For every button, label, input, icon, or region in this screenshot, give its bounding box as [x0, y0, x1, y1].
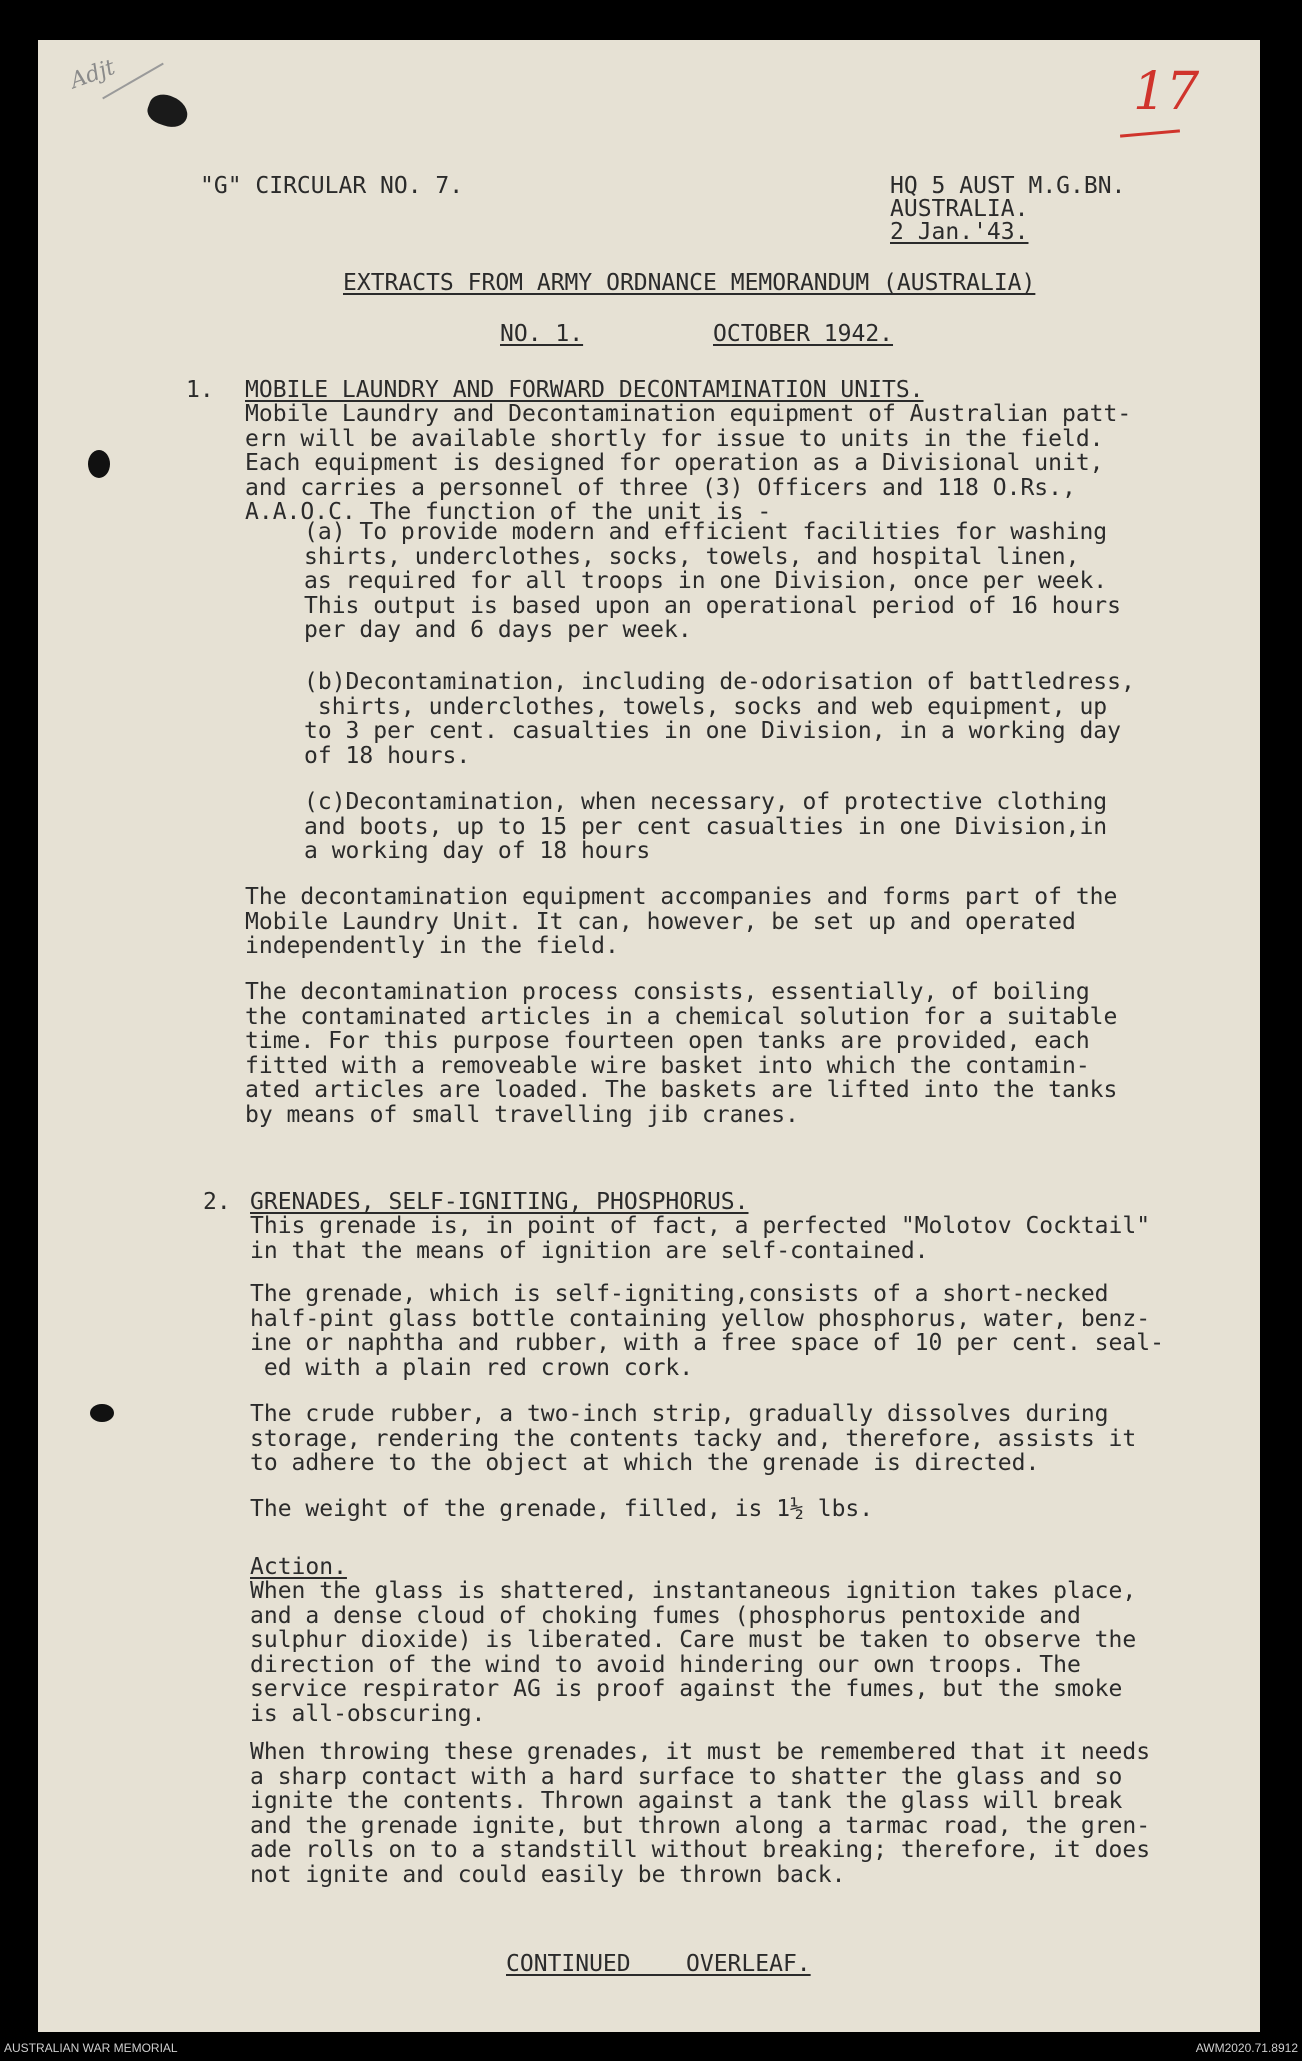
country: AUSTRALIA.	[890, 196, 1029, 222]
memo-number: NO. 1.	[500, 321, 584, 347]
footer-accession: AWM2020.71.8912	[1195, 2041, 1298, 2055]
ink-blot	[144, 90, 192, 132]
paragraph: When throwing these grenades, it must be remembered that it needs a sharp contact with a hard surface to shatter the glass and so ignite the contents. Thrown against a tank the glass will break and the grenade ignite, but thrown along a tarmac road, the gren- ade rolls on to a standstill without breaking; therefore, it does not ignite and could easily be thrown back.	[250, 1739, 1151, 1888]
punch-hole	[88, 450, 110, 478]
paragraph: Mobile Laundry and Decontamination equipment of Australian patt- ern will be available shortly for issue to units in the field. Each equipment is designed for operation as a Divisional unit, and carries a personnel of three (3) Officers and 118 O.Rs., A.A.O.C. The function of the unit is -	[245, 401, 1132, 525]
list-item-b: (b)Decontamination, including de-odorisation of battledress, shirts, underclothes, towels, socks and web equipment, up to 3 per cent. casualties in one Division, in a working day of 18 hours.	[304, 669, 1135, 769]
paragraph: This grenade is, in point of fact, a perfected "Molotov Cocktail" in that the means of ignition are self-contained.	[250, 1213, 1151, 1264]
circular-date: 2 Jan.'43.	[890, 219, 1029, 245]
section-number: 1.	[186, 377, 214, 403]
folio-underline	[1120, 129, 1180, 137]
document-title: EXTRACTS FROM ARMY ORDNANCE MEMORANDUM (AUSTRALIA)	[343, 270, 1036, 296]
section-heading: GRENADES, SELF-IGNITING, PHOSPHORUS.	[250, 1189, 749, 1215]
section-number: 2.	[203, 1189, 231, 1215]
adjt-pencil-mark: Adjt	[67, 54, 119, 95]
subsection-heading: Action.	[250, 1554, 347, 1580]
list-item-a: (a) To provide modern and efficient facilities for washing shirts, underclothes, socks, towels, and hospital linen, as required for all troops in one Division, once per week. This output is based upon an operational period of 16 hours per day and 6 days per week.	[304, 519, 1121, 643]
circular-number: "G" CIRCULAR NO. 7.	[200, 173, 464, 199]
paragraph: The decontamination process consists, essentially, of boiling the contaminated articles in a chemical solution for a suitable time. For this purpose fourteen open tanks are provided, each fitted with a removeable wire basket into which the contamin- ated articles are loaded. The baskets are lifted into the tanks by means of small travelling jib cranes.	[245, 979, 1118, 1128]
punch-hole	[90, 1404, 114, 1422]
footer-credit: AUSTRALIAN WAR MEMORIAL	[4, 2041, 178, 2055]
unit-name: HQ 5 AUST M.G.BN.	[890, 173, 1126, 199]
paragraph: The weight of the grenade, filled, is 1½ lbs.	[250, 1496, 874, 1522]
folio-number: 17	[1133, 62, 1200, 122]
paragraph: When the glass is shattered, instantaneous ignition takes place, and a dense cloud of choking fumes (phosphorus pentoxide and sulphur dioxide) is liberated. Care must be taken to observe the direction of the wind to avoid hindering our own troops. The service respirator AG is proof against the fumes, but the smoke is all-obscuring.	[250, 1578, 1137, 1727]
memo-month: OCTOBER 1942.	[713, 321, 894, 347]
paragraph: The decontamination equipment accompanies and forms part of the Mobile Laundry Unit. It can, however, be set up and operated independently in the field.	[245, 884, 1118, 959]
section-heading: MOBILE LAUNDRY AND FORWARD DECONTAMINATION UNITS.	[245, 377, 924, 403]
paragraph: The grenade, which is self-igniting,consists of a short-necked half-pint glass bottle containing yellow phosphorus, water, benz- ine or naphtha and rubber, with a free space of 10 per cent. seal- ed with a plain red crown cork.	[250, 1281, 1164, 1381]
document-page	[38, 40, 1260, 2032]
paragraph: The crude rubber, a two-inch strip, gradually dissolves during storage, rendering the contents tacky and, therefore, assists it to adhere to the object at which the grenade is directed.	[250, 1401, 1137, 1476]
list-item-c: (c)Decontamination, when necessary, of protective clothing and boots, up to 15 per cent casualties in one Division,in a working day of 18 hours	[304, 789, 1108, 864]
continued-overleaf: CONTINUED OVERLEAF.	[506, 1951, 811, 1977]
